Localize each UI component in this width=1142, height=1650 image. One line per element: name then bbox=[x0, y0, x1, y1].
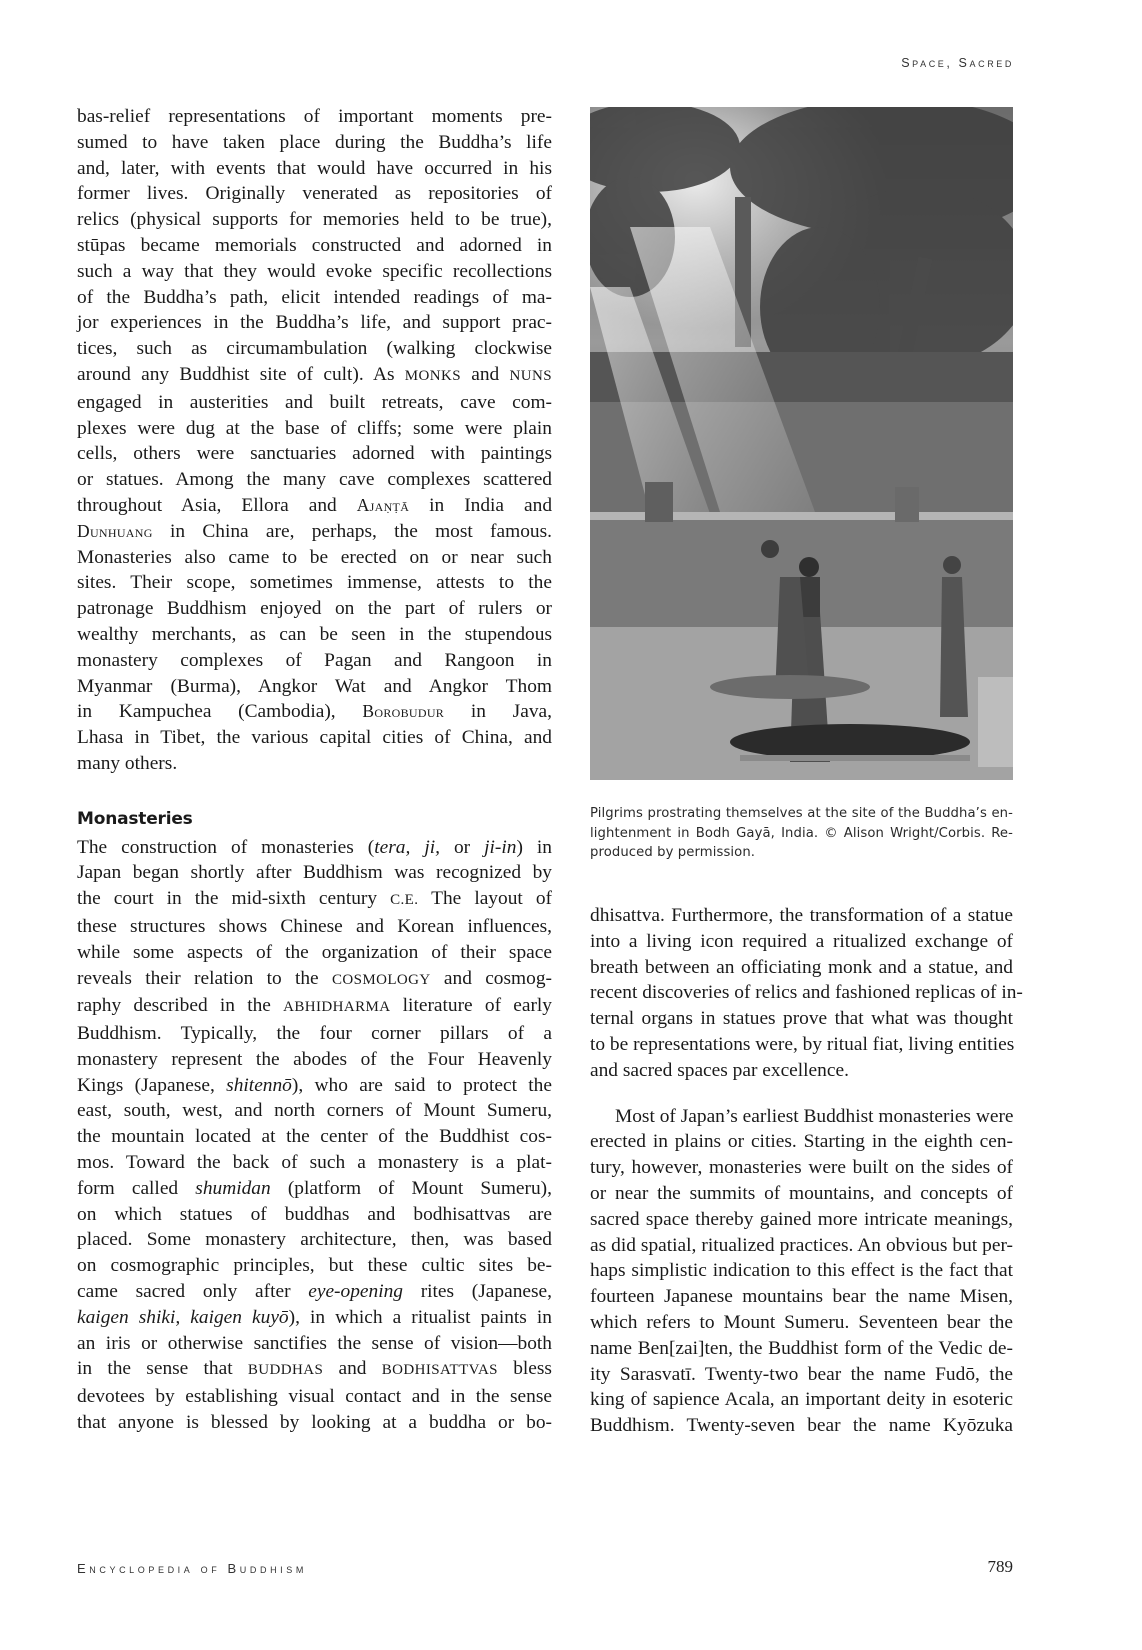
text-line: sumed to have taken place during the Buddha’s life bbox=[77, 131, 552, 153]
text-run: bless bbox=[497, 1358, 552, 1380]
italic-term: ji, bbox=[424, 836, 440, 858]
text-line: plexes were dug at the base of cliffs; some were plain bbox=[77, 417, 552, 439]
text-line: devotees by establishing visual contact and in the sense bbox=[77, 1386, 552, 1408]
text-line: east, south, west, and north corners of Mount Sumeru, bbox=[77, 1100, 552, 1122]
italic-term: eye-opening bbox=[308, 1281, 403, 1303]
caption-line: Pilgrims prostrating themselves at the site of the Buddha’s en- bbox=[590, 806, 1013, 821]
text-line: Lhasa in Tibet, the various capital cities of China, and bbox=[77, 727, 552, 749]
text-line: recent discoveries of relics and fashioned replicas of in- bbox=[590, 982, 1023, 1004]
text-line: dhisattva. Furthermore, the transformation of a statue bbox=[590, 905, 1013, 926]
text-line: or statues. Among the many cave complexes scattered bbox=[77, 469, 552, 491]
text-run: throughout Asia, Ellora and bbox=[77, 494, 357, 516]
text-line: as did spatial, ritualized practices. An obvious but per- bbox=[590, 1234, 1013, 1256]
text-line: erected in plains or cities. Starting in the eighth cen- bbox=[590, 1131, 1013, 1153]
cross-reference-nuns[interactable]: NUNS bbox=[509, 367, 552, 384]
text-line: wealthy merchants, as can be seen in the stupendous bbox=[77, 623, 552, 645]
text-run: in China are, perhaps, the most famous. bbox=[152, 520, 552, 542]
text-line bbox=[77, 886, 552, 914]
text-line: or near the summits of mountains, and concepts of bbox=[590, 1182, 1013, 1204]
cross-reference-dunhuang[interactable]: Dunhuang bbox=[77, 520, 153, 541]
text-run: Kings (Japanese, bbox=[77, 1074, 227, 1096]
caption-line: produced by permission. bbox=[590, 845, 756, 860]
text-line: many others. bbox=[77, 752, 178, 774]
text-run: reveals their relation to the bbox=[77, 967, 332, 989]
text-line: which refers to Mount Sumeru. Seventeen bear the bbox=[590, 1311, 1013, 1333]
text-run: and bbox=[460, 363, 510, 385]
text-line bbox=[77, 966, 552, 994]
text-line: relics (physical supports for memories held to be true), bbox=[77, 209, 552, 231]
text-line bbox=[77, 519, 552, 545]
text-run: rites (Japanese, bbox=[402, 1281, 552, 1303]
text-run: ), who are said to protect the bbox=[291, 1074, 552, 1096]
figure-caption bbox=[590, 804, 1013, 863]
text-line: former lives. Originally venerated as repositories of bbox=[77, 183, 552, 205]
text-line: on cosmographic principles, but these cultic sites be- bbox=[77, 1255, 552, 1277]
text-run: The layout of bbox=[418, 888, 552, 910]
text-line: Buddhism. Twenty-seven bear the name Kyōzuka bbox=[590, 1415, 1013, 1437]
text-run: ), in which a ritualist paints in bbox=[288, 1306, 552, 1328]
text-line bbox=[77, 1176, 552, 1202]
text-line: and sacred spaces par excellence. bbox=[590, 1059, 849, 1081]
era-abbreviation: C.E. bbox=[390, 892, 419, 909]
text-line: sacred space thereby gained more intricate meanings, bbox=[590, 1208, 1013, 1230]
italic-term: kaigen shiki, kaigen kuyō bbox=[77, 1306, 289, 1328]
text-line bbox=[77, 835, 552, 861]
footer-book-title: Encyclopedia of Buddhism bbox=[77, 1561, 307, 1576]
paragraph-monasteries bbox=[77, 835, 552, 1436]
text-run: the court in the mid-sixth century bbox=[77, 888, 391, 910]
italic-term: shumidan bbox=[195, 1177, 271, 1199]
text-line bbox=[77, 1356, 552, 1384]
figure-photo bbox=[590, 107, 1013, 780]
text-run: in Kampuchea (Cambodia), bbox=[77, 701, 363, 723]
text-line: into a living icon required a ritualized exchange of bbox=[590, 930, 1013, 952]
text-line: Monasteries also came to be erected on or near such bbox=[77, 546, 552, 568]
cross-reference-ajanta[interactable]: Ajaṇṭā bbox=[356, 494, 410, 515]
section-heading-monasteries: Monasteries bbox=[77, 808, 193, 829]
text-line: these structures shows Chinese and Korean influences, bbox=[77, 915, 552, 937]
left-column bbox=[77, 104, 552, 1436]
text-line: to be representations were, by ritual fiat, living entities bbox=[590, 1033, 1015, 1055]
text-line: bas-relief representations of important moments pre- bbox=[77, 106, 552, 127]
text-line: mos. Toward the back of such a monastery is a plat- bbox=[77, 1152, 552, 1174]
text-line bbox=[77, 493, 552, 519]
text-line: monastery complexes of Pagan and Rangoon in bbox=[77, 649, 552, 671]
text-line: while some aspects of the organization of their space bbox=[77, 941, 552, 963]
text-run: or bbox=[439, 836, 485, 858]
text-line: cells, others were sanctuaries adorned with paintings bbox=[77, 443, 552, 465]
text-run: in Java, bbox=[444, 701, 552, 723]
text-line: jor experiences in the Buddha’s life, and support prac- bbox=[77, 312, 552, 334]
italic-term: ji-in bbox=[484, 836, 517, 858]
text-run: (platform of Mount Sumeru), bbox=[270, 1177, 552, 1199]
text-line: on which statues of buddhas and bodhisattvas are bbox=[77, 1203, 552, 1225]
cross-reference-buddhas[interactable]: BUDDHAS bbox=[247, 1362, 324, 1379]
text-line: placed. Some monastery architecture, then, was based bbox=[77, 1229, 552, 1251]
text-run: and cosmog- bbox=[430, 967, 552, 989]
text-line: Japan began shortly after Buddhism was recognized by bbox=[77, 862, 552, 884]
cross-reference-borobudur[interactable]: Borobudur bbox=[362, 701, 445, 722]
text-line: the mountain located at the center of the Buddhist cos- bbox=[77, 1126, 552, 1148]
paragraph-gap bbox=[590, 1084, 1013, 1104]
text-line: king of sapience Acala, an important deity in esoteric bbox=[590, 1389, 1013, 1411]
text-run: raphy described in the bbox=[77, 995, 284, 1017]
cross-reference-abhidharma[interactable]: ABHIDHARMA bbox=[283, 999, 391, 1016]
text-run: literature of early bbox=[390, 995, 552, 1017]
right-column bbox=[590, 903, 1023, 1439]
text-line: monastery represent the abodes of the Four Heavenly bbox=[77, 1048, 552, 1070]
paragraph-eye-opening-continued bbox=[590, 903, 1023, 1084]
pilgrims-photo-illustration bbox=[590, 107, 1013, 780]
italic-term: shitennō bbox=[226, 1074, 292, 1096]
running-head: Space, Sacred bbox=[901, 56, 1014, 70]
text-run: The construction of monasteries ( bbox=[77, 836, 375, 858]
cross-reference-cosmology[interactable]: COSMOLOGY bbox=[331, 971, 431, 988]
text-line: patronage Buddhism enjoyed on the part of rulers or bbox=[77, 598, 552, 620]
text-line: engaged in austerities and built retreats, cave com- bbox=[77, 391, 552, 413]
text-line: stūpas became memorials constructed and adorned in bbox=[77, 234, 552, 256]
text-line bbox=[77, 993, 552, 1021]
text-line: tury, however, monasteries were built on the sides of bbox=[590, 1157, 1013, 1179]
text-line: such a way that they would evoke specific recollections bbox=[77, 260, 552, 282]
italic-term: tera, bbox=[374, 836, 411, 858]
text-line bbox=[77, 1279, 552, 1305]
text-line: breath between an officiating monk and a statue, and bbox=[590, 956, 1013, 978]
page-number: 789 bbox=[987, 1557, 1013, 1576]
caption-line: lightenment in Bodh Gayā, India. © Alison Wright/Corbis. Re- bbox=[590, 825, 1013, 841]
text-run: in the sense that bbox=[77, 1358, 248, 1380]
text-line: fourteen Japanese mountains bear the name Misen, bbox=[590, 1286, 1013, 1308]
text-line bbox=[77, 1305, 552, 1331]
text-line: ternal organs in statues prove that what was thought bbox=[590, 1008, 1013, 1030]
text-run bbox=[410, 837, 424, 858]
text-line: that anyone is blessed by looking at a buddha or bo- bbox=[77, 1412, 552, 1434]
text-run: form called bbox=[77, 1177, 196, 1199]
text-line: of the Buddha’s path, elicit intended readings of ma- bbox=[77, 286, 552, 308]
text-line: an iris or otherwise sanctifies the sense of vision—both bbox=[77, 1332, 552, 1354]
text-run: ) in bbox=[516, 836, 552, 858]
text-line: Buddhism. Typically, the four corner pillars of a bbox=[77, 1023, 552, 1045]
text-line: and, later, with events that would have occurred in his bbox=[77, 157, 552, 179]
text-line: tices, such as circumambulation (walking clockwise bbox=[77, 338, 552, 360]
paragraph-stupas bbox=[77, 104, 552, 777]
text-line: Myanmar (Burma), Angkor Wat and Angkor Thom bbox=[77, 675, 552, 697]
text-run: around any Buddhist site of cult). As bbox=[77, 363, 405, 385]
text-line: haps simplistic indication to this effect is the fact that bbox=[590, 1260, 1013, 1282]
text-run: in India and bbox=[409, 494, 553, 516]
text-line bbox=[77, 1073, 552, 1099]
text-line bbox=[77, 699, 552, 725]
text-run: came sacred only after bbox=[77, 1281, 309, 1303]
paragraph-mountains bbox=[590, 1104, 1013, 1439]
text-line: Most of Japan’s earliest Buddhist monasteries were bbox=[615, 1105, 1014, 1127]
text-run: and bbox=[323, 1358, 382, 1380]
cross-reference-monks[interactable]: MONKS bbox=[404, 367, 461, 384]
text-line: ity Sarasvatī. Twenty-two bear the name Fudō, the bbox=[590, 1363, 1013, 1385]
text-line: sites. Their scope, sometimes immense, attests to the bbox=[77, 572, 552, 594]
text-line bbox=[77, 362, 552, 390]
text-line: name Ben[zai]ten, the Buddhist form of the Vedic de- bbox=[590, 1337, 1013, 1359]
cross-reference-bodhisattvas[interactable]: BODHISATTVAS bbox=[381, 1362, 498, 1379]
